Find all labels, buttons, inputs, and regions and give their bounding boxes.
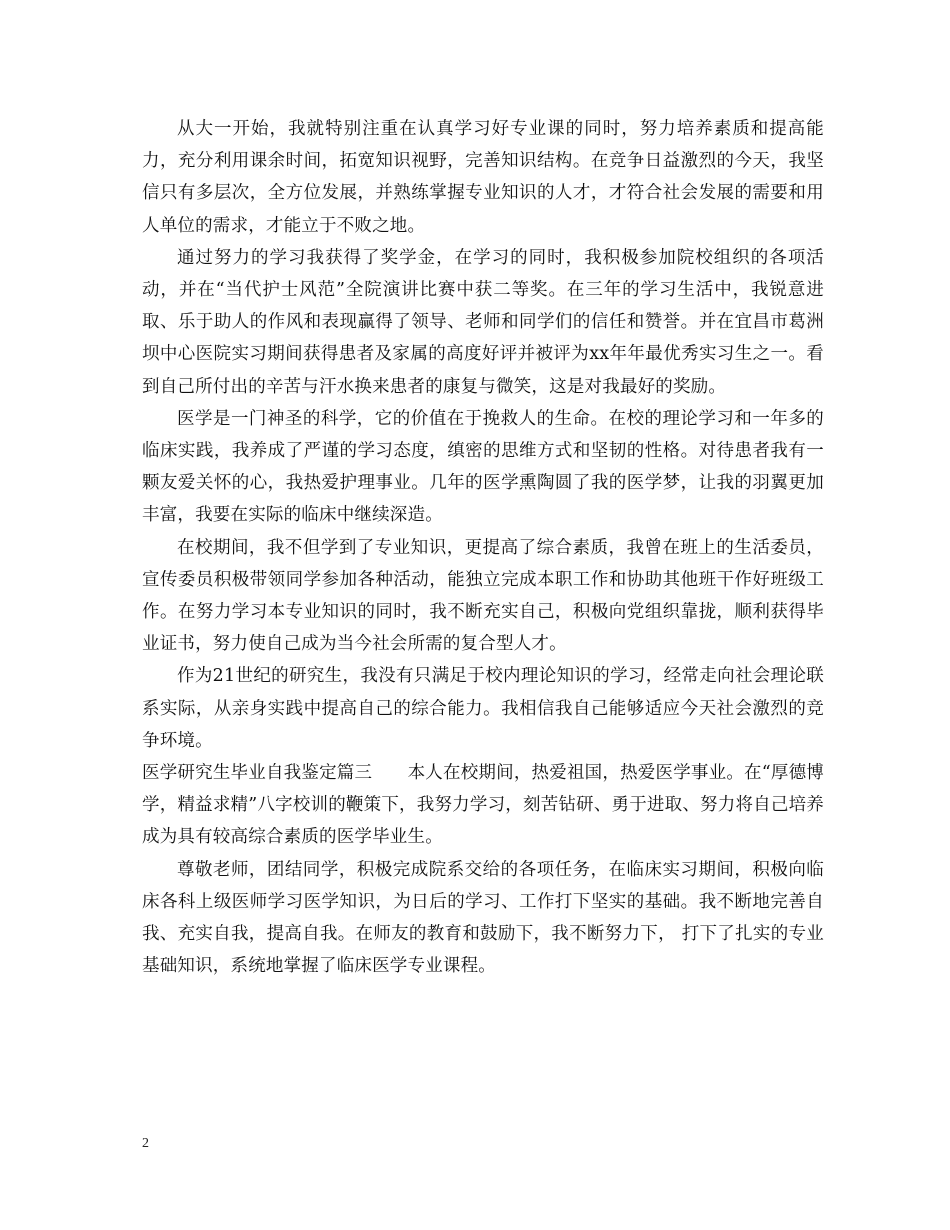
paragraph-5: 作为21世纪的研究生，我没有只满足于校内理论知识的学习，经常走向社会理论联系实际，从亲身实践中提高自己的综合能力。我相信我自己能够适应今天社会激烈的竞争环境。 <box>142 666 824 751</box>
page-number: 2 <box>142 1136 149 1151</box>
paragraph-6-section-heading: 医学研究生毕业自我鉴定篇三 本人在校期间，热爱祖国，热爱医学事业。在“厚德博学，精益求精”八字校训的鞭策下，我努力学习，刻苦钻研、勇于进取、努力将自己培养成为具有较高综合素质的医学毕业生。 <box>142 763 824 848</box>
paragraph-4: 在校期间，我不但学到了专业知识，更提高了综合素质，我曾在班上的生活委员，宣传委员积极带领同学参加各种活动，能独立完成本职工作和协助其他班干作好班级工作。在努力学习本专业知识的同时，我不断充实自己，积极向党组织靠拢，顺利获得毕业证书，努力使自己成为当今社会所需的复合型人才。 <box>142 537 824 655</box>
paragraph-7: 尊敬老师，团结同学，积极完成院系交给的各项任务，在临床实习期间，积极向临床各科上级医师学习医学知识，为日后的学习、工作打下坚实的基础。我不断地完善自我、充实自我，提高自我。在师友的教育和鼓励下，我不断努力下， 打下了扎实的专业基础知识，系统地掌握了临床医学专业课程。 <box>142 859 824 977</box>
paragraph-2: 通过努力的学习我获得了奖学金，在学习的同时，我积极参加院校组织的各项活动，并在“当代护士风范”全院演讲比赛中获二等奖。在三年的学习生活中，我锐意进取、乐于助人的作风和表现赢得了领导、老师和同学们的信任和赞誉。并在宜昌市葛洲坝中心医院实习期间获得患者及家属的高度好评并被评为xx年年最优秀实习生之一。看到自己所付出的辛苦与汗水换来患者的康复与微笑，这是对我最好的奖励。 <box>142 247 824 397</box>
paragraph-1: 从大一开始，我就特别注重在认真学习好专业课的同时，努力培养素质和提高能力，充分利用课余时间，拓宽知识视野，完善知识结构。在竞争日益激烈的今天，我坚信只有多层次，全方位发展，并熟练掌握专业知识的人才，才符合社会发展的需要和用人单位的需求，才能立于不败之地。 <box>142 119 824 236</box>
document-body <box>142 113 824 982</box>
paragraph-3: 医学是一门神圣的科学，它的价值在于挽救人的生命。在校的理论学习和一年多的临床实践，我养成了严谨的学习态度，缜密的思维方式和坚韧的性格。对待患者我有一颗友爱关怀的心，我热爱护理事业。几年的医学熏陶圆了我的医学梦，让我的羽翼更加丰富，我要在实际的临床中继续深造。 <box>142 408 824 526</box>
